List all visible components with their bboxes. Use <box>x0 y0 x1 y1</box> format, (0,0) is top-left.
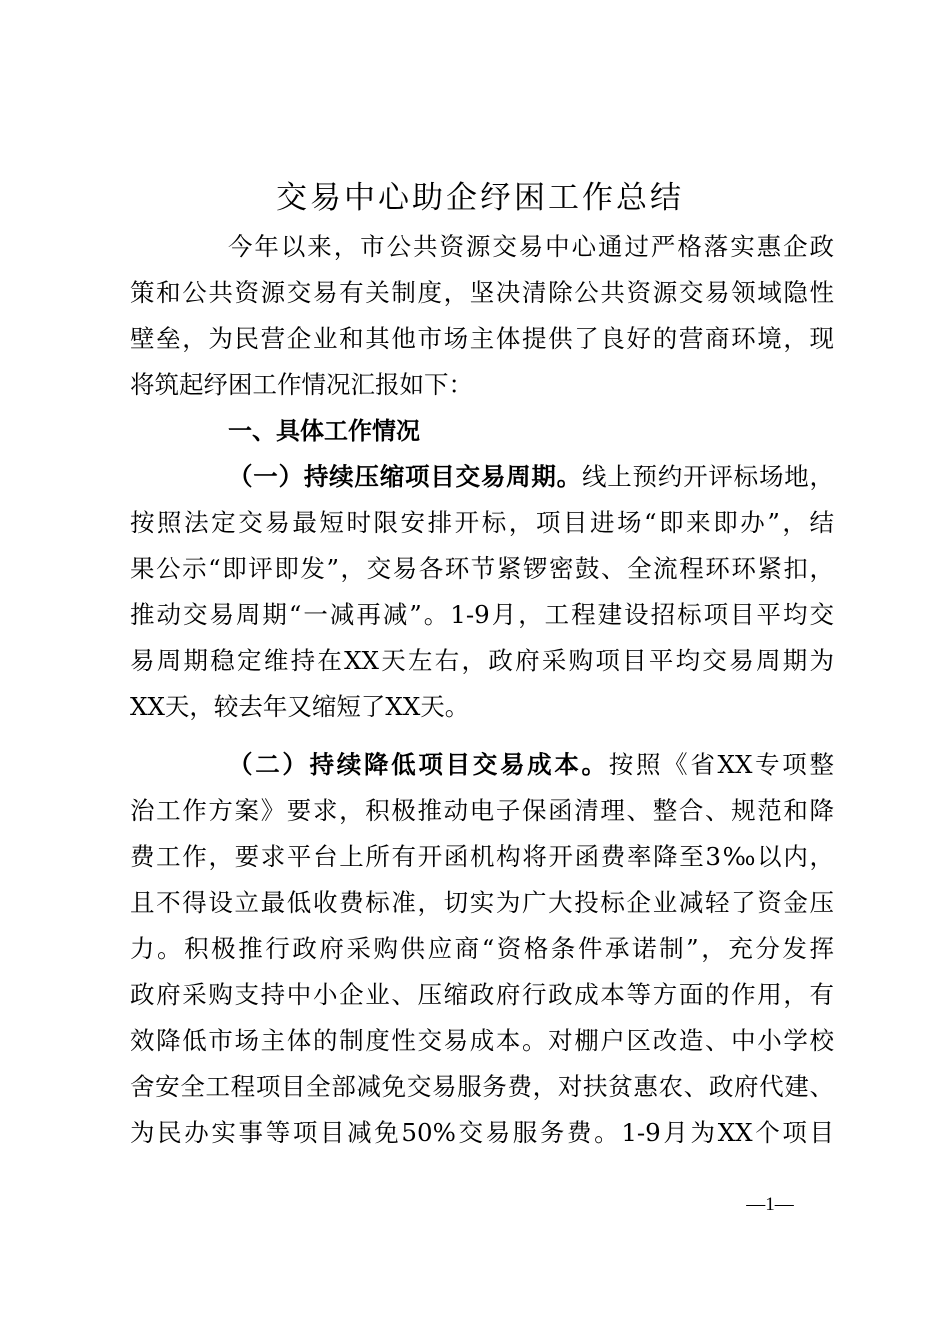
item2-line-4: 且不得设立最低收费标准，切实为广大投标企业减轻了资金压 <box>130 888 834 917</box>
item2-line-9: 为民办实事等项目减免50%交易服务费。1-9月为XX个项目 <box>130 1118 834 1147</box>
item2-line-7: 效降低市场主体的制度性交易成本。对棚户区改造、中小学校 <box>130 1026 834 1055</box>
item2-first-rest: 按照《省XX专项整 <box>608 750 835 779</box>
item1-line-3: 果公示“即评即发”，交易各环节紧锣密鼓、全流程环环紧扣， <box>130 554 834 583</box>
item2-line-5: 力。积极推行政府采购供应商“资格条件承诺制”，充分发挥 <box>130 934 834 963</box>
item1-line-5: 易周期稳定维持在XX天左右，政府采购项目平均交易周期为 <box>130 646 834 675</box>
item2-line-6: 政府采购支持中小企业、压缩政府行政成本等方面的作用，有 <box>130 980 834 1009</box>
section-heading-1: 一、具体工作情况 <box>228 417 420 445</box>
item1-first-rest: 线上预约开评标场地， <box>581 462 835 491</box>
intro-line-4: 将筑起纾困工作情况汇报如下： <box>130 370 473 399</box>
item2-lead: （二）持续降低项目交易成本。 <box>228 750 609 779</box>
intro-line-2: 策和公共资源交易有关制度，坚决清除公共资源交易领域隐性 <box>130 278 834 307</box>
document-body <box>130 224 834 1156</box>
item1-line-2: 按照法定交易最短时限安排开标，项目进场“即来即办”，结 <box>130 508 834 537</box>
item1-line-4: 推动交易周期“一减再减”。1-9月，工程建设招标项目平均交 <box>130 600 834 629</box>
item1-first-line <box>130 454 834 500</box>
page-number: —1— <box>746 1194 794 1215</box>
item2-first-line <box>130 742 834 788</box>
item2-line-2: 治工作方案》要求，积极推动电子保函清理、整合、规范和降 <box>130 796 834 825</box>
item1-line-6: XX天，较去年又缩短了XX天。 <box>130 692 470 721</box>
item2-line-3: 费工作，要求平台上所有开函机构将开函费率降至3‰以内， <box>130 842 834 871</box>
paragraph-gap <box>130 730 834 742</box>
intro-line-3: 壁垒，为民营企业和其他市场主体提供了良好的营商环境，现 <box>130 324 834 353</box>
item2-line-8: 舍安全工程项目全部减免交易服务费，对扶贫惠农、政府代建、 <box>130 1072 834 1101</box>
intro-line-1: 今年以来，市公共资源交易中心通过严格落实惠企政 <box>228 232 834 261</box>
item1-lead: （一）持续压缩项目交易周期。 <box>228 462 582 491</box>
document-title: 交易中心助企纾困工作总结 <box>276 180 684 216</box>
